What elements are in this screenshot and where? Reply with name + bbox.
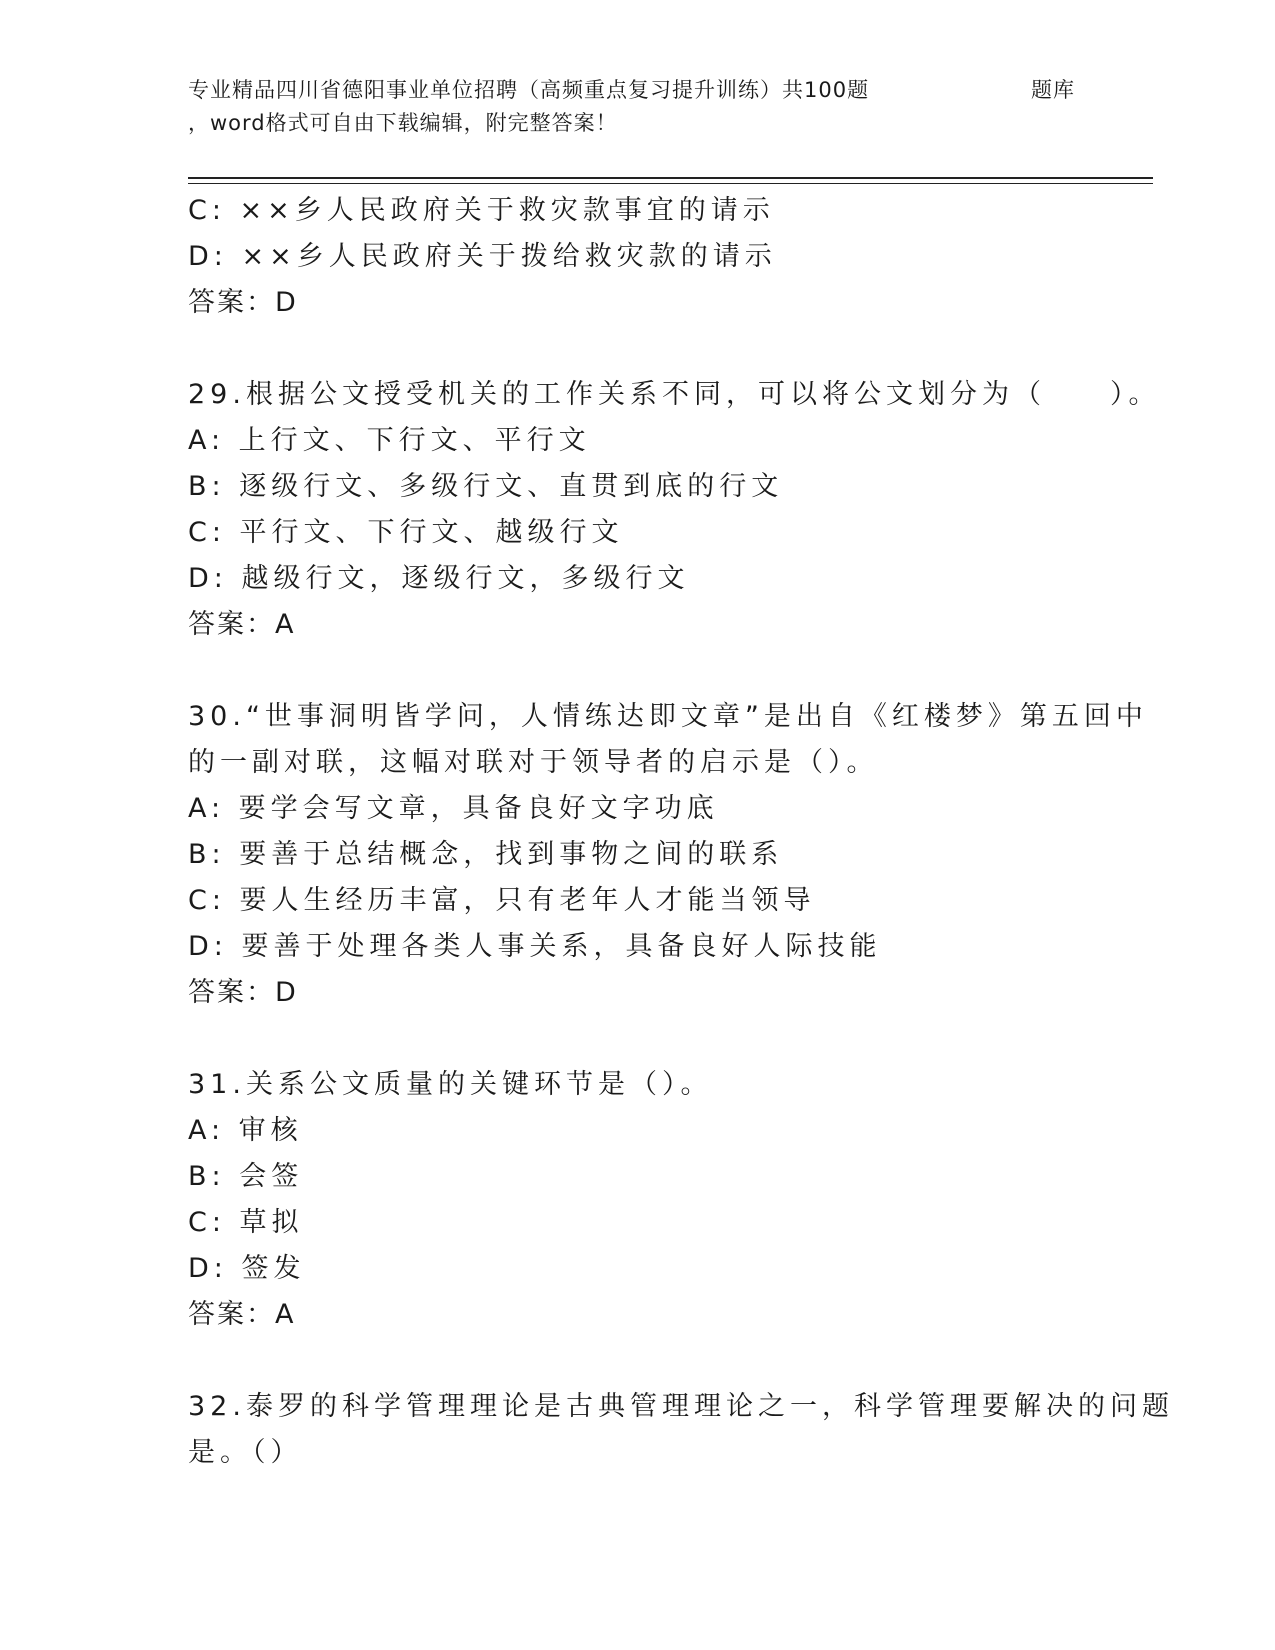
question-stem-continued: 是。（） (188, 1437, 303, 1468)
header-tag: 题库 (1031, 78, 1075, 102)
option-b: B: 逐级行文、多级行文、直贯到底的行文 (188, 471, 784, 502)
option-b: B: 要善于总结概念，找到事物之间的联系 (188, 839, 784, 870)
question-stem-continued: 的一副对联，这幅对联对于领导者的启示是（）。 (188, 747, 879, 778)
question-stem: 31.关系公文质量的关键环节是（）。 (188, 1069, 713, 1100)
question-29 (188, 372, 1161, 648)
spacer (188, 1338, 1068, 1384)
spacer (188, 326, 1068, 372)
header-title: 专业精品四川省德阳事业单位招聘（高频重点复习提升训练）共100题 (188, 78, 870, 102)
question-stem: 32.泰罗的科学管理理论是古典管理理论之一，科学管理要解决的问题 (188, 1391, 1174, 1422)
question-content (188, 188, 1174, 1476)
header-subtitle: ，word格式可自由下载编辑，附完整答案！ (188, 111, 618, 135)
option-d: D: 越级行文，逐级行文，多级行文 (188, 563, 690, 594)
question-30 (188, 694, 1148, 1016)
option-a: A: 上行文、下行文、平行文 (188, 425, 591, 456)
option-d: D: 签发 (188, 1253, 306, 1284)
header-divider-top (188, 177, 1153, 179)
option-c: C: 要人生经历丰富，只有老年人才能当领导 (188, 885, 816, 916)
answer-line: 答案：D (188, 287, 298, 318)
spacer (188, 648, 1068, 694)
question-stem: 30.“世事洞明皆学问，人情练达即文章”是出自《红楼梦》第五回中 (188, 701, 1148, 732)
question-31 (188, 1062, 1068, 1338)
question-stem: 29.根据公文授受机关的工作关系不同，可以将公文划分为（ ）。 (188, 379, 1161, 410)
option-b: B: 会签 (188, 1161, 304, 1192)
spacer (188, 1016, 1068, 1062)
answer-line: 答案：A (188, 609, 296, 640)
answer-line: 答案：A (188, 1299, 296, 1330)
option-d: D: ××乡人民政府关于拨给救灾款的请示 (188, 241, 777, 272)
option-c: C: 平行文、下行文、越级行文 (188, 517, 624, 548)
answer-line: 答案：D (188, 977, 298, 1008)
page-header (188, 74, 1088, 140)
option-a: A: 审核 (188, 1115, 303, 1146)
header-title-row (188, 74, 1088, 107)
continued-question (188, 188, 1068, 326)
option-d: D: 要善于处理各类人事关系，具备良好人际技能 (188, 931, 882, 962)
option-c: C: ××乡人民政府关于救灾款事宜的请示 (188, 195, 775, 226)
option-a: A: 要学会写文章，具备良好文字功底 (188, 793, 719, 824)
option-c: C: 草拟 (188, 1207, 304, 1238)
header-divider-bottom (188, 183, 1153, 184)
question-32 (188, 1384, 1174, 1476)
